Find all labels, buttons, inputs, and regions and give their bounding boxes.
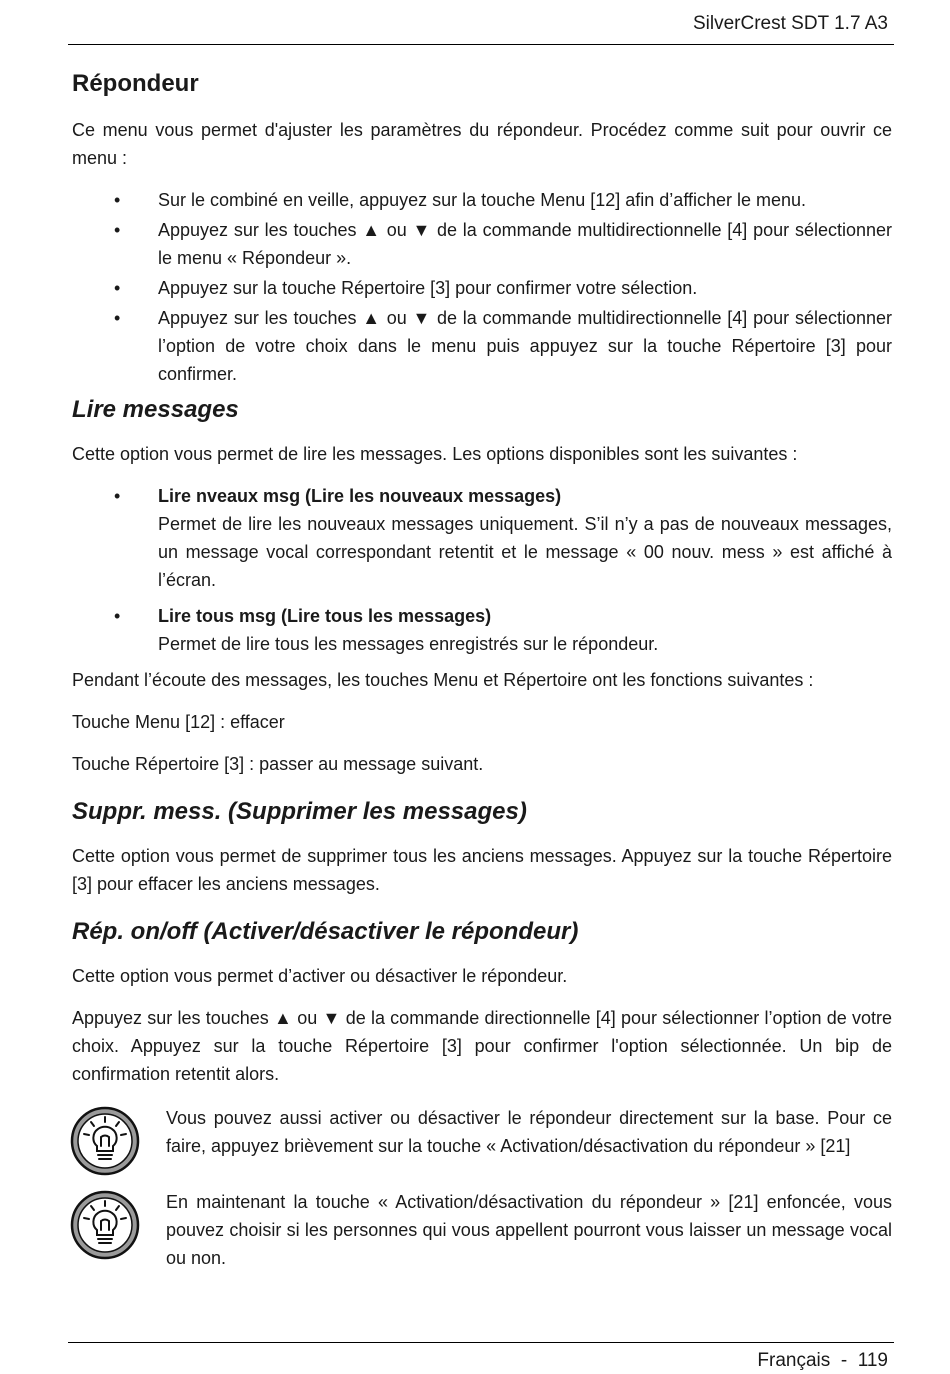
header-rule: [68, 44, 894, 45]
footer-rule: [68, 1342, 894, 1343]
rep-title: Rép. on/off (Activer/désactiver le répondeur): [72, 918, 579, 945]
step-item: • Sur le combiné en veille, appuyez sur la touche Menu [12] afin d’afficher le menu.: [72, 186, 892, 214]
tip-text: En maintenant la touche « Activation/désactivation du répondeur » [21] enfoncée, vous pouvez choisir si les personnes qui vous appellent pourront vous laisser un message vocal ou non.: [166, 1192, 892, 1268]
key-repertoire-text: Touche Répertoire [3] : passer au message suivant.: [72, 754, 484, 774]
option-title: • Lire nveaux msg (Lire les nouveaux messages): [158, 486, 562, 506]
steps-list: [72, 186, 892, 388]
lire-intro: Cette option vous permet de lire les messages. Les options disponibles sont les suivantes :: [72, 444, 798, 464]
option-desc: Permet de lire tous les messages enregistrés sur le répondeur.: [158, 634, 659, 654]
section-intro: Ce menu vous permet d'ajuster les paramètres du répondeur. Procédez comme suit pour ouvrir ce menu :: [72, 120, 892, 168]
page-number: Français - 119: [757, 1350, 888, 1371]
page-content: [72, 70, 892, 1284]
step-item: • Appuyez sur les touches ▲ ou ▼ de la commande multidirectionnelle [4] pour sélectionner l’option de votre choix dans le menu puis appuyez sur la touche Répertoire [3] pour confirmer.: [72, 304, 892, 388]
suppr-title: Suppr. mess. (Supprimer les messages): [72, 798, 527, 825]
option-item: [72, 482, 892, 594]
lire-options-list: [72, 482, 892, 658]
option-title: • Lire tous msg (Lire tous les messages): [158, 606, 492, 626]
lire-title: Lire messages: [72, 396, 239, 423]
section-title: Répondeur: [72, 70, 199, 97]
tip-text: Vous pouvez aussi activer ou désactiver le répondeur directement sur la base. Pour ce faire, appuyez brièvement sur la touche « Activation/désactivation du répondeur » [21]: [166, 1108, 892, 1156]
manual-page: [72, 0, 892, 1374]
key-menu-text: Touche Menu [12] : effacer: [72, 712, 285, 732]
keys-intro: Pendant l’écoute des messages, les touches Menu et Répertoire ont les fonctions suivantes :: [72, 670, 814, 690]
lightbulb-icon: [70, 1106, 140, 1176]
option-item: [72, 602, 892, 658]
rep-text-1: Cette option vous permet d’activer ou désactiver le répondeur.: [72, 966, 568, 986]
tip-box: [72, 1104, 892, 1176]
suppr-text: Cette option vous permet de supprimer tous les anciens messages. Appuyez sur la touche Répertoire [3] pour effacer les anciens messages.: [72, 846, 892, 894]
tip-box: [72, 1188, 892, 1272]
step-item: • Appuyez sur la touche Répertoire [3] pour confirmer votre sélection.: [72, 274, 892, 302]
option-desc: Permet de lire les nouveaux messages uniquement. S’il n’y a pas de nouveaux messages, un message vocal correspondant retentit et le message « 00 nouv. mess » est affiché à l’écran.: [158, 514, 892, 590]
header-title: SilverCrest SDT 1.7 A3: [692, 13, 888, 34]
lightbulb-icon: [70, 1190, 140, 1260]
step-item: • Appuyez sur les touches ▲ ou ▼ de la commande multidirectionnelle [4] pour sélectionner le menu « Répondeur ».: [72, 216, 892, 272]
rep-text-2: Appuyez sur les touches ▲ ou ▼ de la commande directionnelle [4] pour sélectionner l’option de votre choix. Appuyez sur la touche Répertoire [3] pour confirmer l'option sélectionnée. Un bip de confirmation retentit alors.: [72, 1008, 892, 1084]
